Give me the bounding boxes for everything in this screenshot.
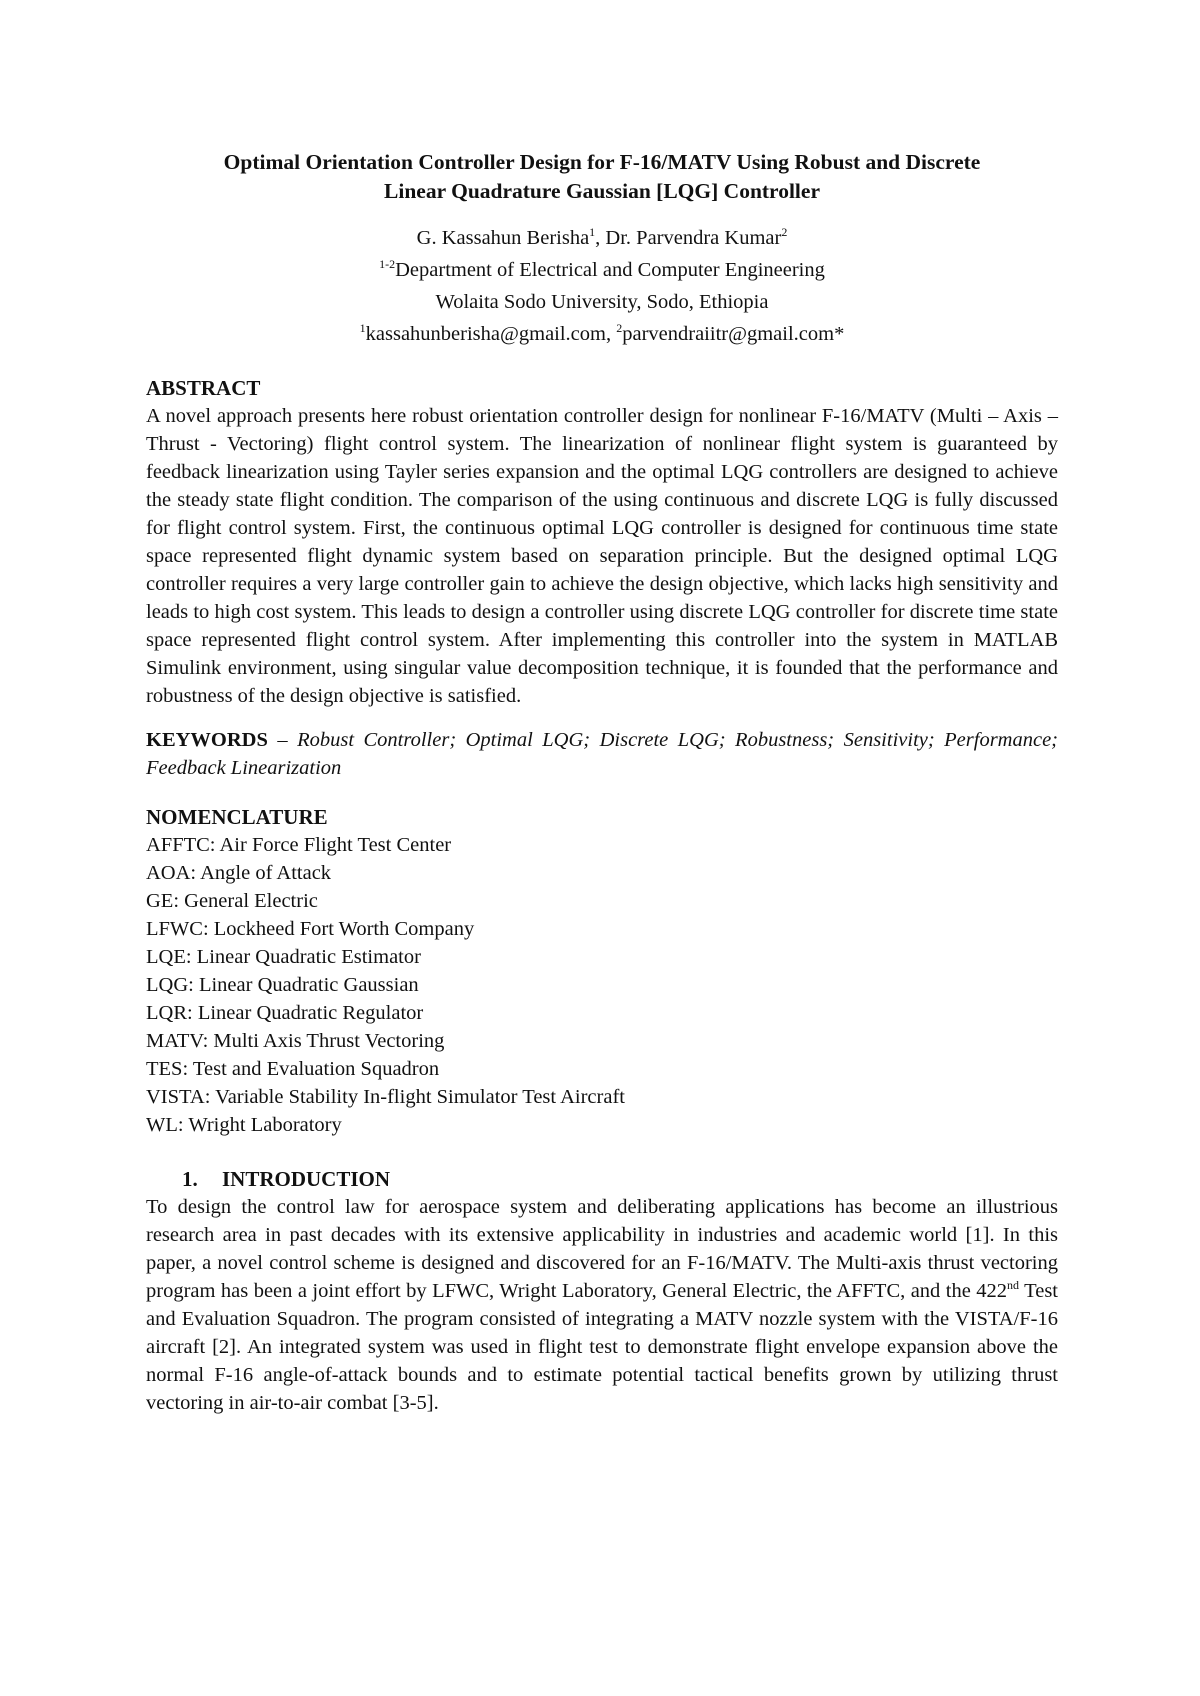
affiliation-superscript: 1-2 xyxy=(379,257,396,272)
author-names xyxy=(146,222,1058,254)
nomenclature-item: TES: Test and Evaluation Squadron xyxy=(146,1057,440,1080)
keywords-list: Robust Controller; Optimal LQG; Discrete LQG; Robustness; Sensitivity; Performance; Feedback Linearization xyxy=(146,729,1059,779)
author-block xyxy=(146,222,1058,350)
paper-title xyxy=(146,148,1058,206)
author-2-superscript: 2 xyxy=(781,225,788,240)
author-emails xyxy=(146,318,1058,350)
email-1: kassahunberisha@gmail.com, xyxy=(365,323,617,345)
introduction-text xyxy=(146,1193,1058,1417)
keywords-dash: – xyxy=(267,729,298,751)
introduction-text-part-2: Test and Evaluation Squadron. The program consisted of integrating a MATV nozzle system with the VISTA/F-16 aircraft [2]. An integrated system was used in flight test to demonstrate flight envelope expansion above the normal F-16 angle-of-attack bounds and to estimate potential tactical benefits grown by utilizing thrust vectoring in air-to-air combat [3-5]. xyxy=(146,1279,1058,1414)
email-1-superscript: 1 xyxy=(359,321,366,336)
abstract-text: A novel approach presents here robust orientation controller design for nonlinear F-16/MATV (Multi – Axis – Thrust - Vectoring) flight control system. The linearization of nonlinear flight system is guaranteed by feedback linearization using Tayler series expansion and the optimal LQG controllers are designed to achieve the steady state flight condition. The comparison of the using continuous and discrete LQG is fully discussed for flight control system. First, the continuous optimal LQG controller is designed for continuous time state space represented flight dynamic system based on separation principle. But the designed optimal LQG controller requires a very large controller gain to achieve the design objective, which lacks high sensitivity and leads to high cost system. This leads to design a controller using discrete LQG controller for discrete time state space represented flight control system. After implementing this controller into the system in MATLAB Simulink environment, using singular value decomposition technique, it is founded that the performance and robustness of the design objective is satisfied. xyxy=(146,405,1058,707)
title-line-1: Optimal Orientation Controller Design for F-16/MATV Using Robust and Discrete xyxy=(223,150,981,174)
email-2-superscript: 2 xyxy=(616,321,623,336)
nomenclature-item: LQE: Linear Quadratic Estimator xyxy=(146,945,421,968)
department-name: Department of Electrical and Computer Engineering xyxy=(395,259,825,281)
nomenclature-heading: NOMENCLATURE xyxy=(146,804,328,829)
abstract-heading: ABSTRACT xyxy=(146,376,261,400)
nomenclature-item: AFFTC: Air Force Flight Test Center xyxy=(146,833,452,856)
keywords-paragraph xyxy=(146,726,1058,782)
author-1-superscript: 1 xyxy=(589,225,596,240)
section-title: INTRODUCTION xyxy=(222,1166,391,1191)
nomenclature-item: VISTA: Variable Stability In-flight Simulator Test Aircraft xyxy=(146,1085,625,1108)
affiliation-university: Wolaita Sodo University, Sodo, Ethiopia xyxy=(435,291,769,313)
title-line-2: Linear Quadrature Gaussian [LQG] Controller xyxy=(384,179,820,203)
email-2: parvendraiitr@gmail.com* xyxy=(622,323,845,345)
nomenclature-item: MATV: Multi Axis Thrust Vectoring xyxy=(146,1029,445,1052)
author-2: Dr. Parvendra Kumar xyxy=(605,227,782,249)
page-content xyxy=(146,148,1058,1417)
affiliation-department xyxy=(146,254,1058,286)
author-separator: , xyxy=(595,227,606,249)
nomenclature-item: WL: Wright Laboratory xyxy=(146,1113,342,1136)
nomenclature-item: LFWC: Lockheed Fort Worth Company xyxy=(146,917,475,940)
ordinal-superscript: nd xyxy=(1007,1277,1020,1292)
nomenclature-item: LQR: Linear Quadratic Regulator xyxy=(146,1001,424,1024)
section-number: 1. xyxy=(182,1166,198,1191)
introduction-text-part-1: To design the control law for aerospace system and deliberating applications has become an illustrious research area in past decades with its extensive applicability in industries and academic world [1]. In this paper, a novel control scheme is designed and discovered for an F-16/MATV. The Multi-axis thrust vectoring program has been a joint effort by LFWC, Wright Laboratory, General Electric, the AFFTC, and the 422 xyxy=(146,1195,1058,1302)
author-1: G. Kassahun Berisha xyxy=(416,227,590,249)
nomenclature-item: LQG: Linear Quadratic Gaussian xyxy=(146,973,419,996)
nomenclature-item: GE: General Electric xyxy=(146,889,318,912)
introduction-heading xyxy=(146,1165,1058,1193)
keywords-label: KEYWORDS xyxy=(146,729,268,751)
nomenclature-list xyxy=(146,831,1058,1139)
nomenclature-item: AOA: Angle of Attack xyxy=(146,861,332,884)
